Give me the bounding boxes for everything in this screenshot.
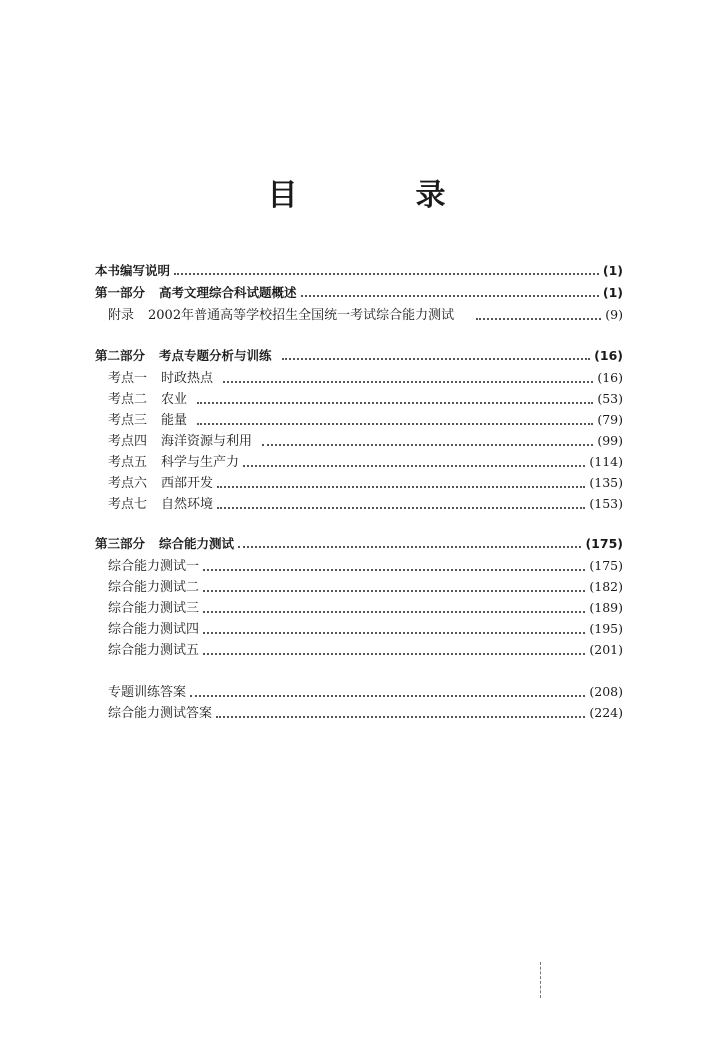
toc-page-number: (9) bbox=[605, 307, 623, 322]
topic-label: 考点七 bbox=[108, 497, 148, 512]
toc-entry-topic[interactable] bbox=[108, 453, 623, 472]
toc-page-number: (195) bbox=[589, 621, 623, 636]
toc-entry-title bbox=[95, 284, 297, 302]
toc-entry-topic[interactable] bbox=[108, 369, 623, 388]
toc-entry-answers[interactable] bbox=[108, 683, 623, 702]
leader-dots bbox=[216, 716, 585, 718]
toc-page-number: (182) bbox=[589, 579, 623, 594]
toc-page-number: (201) bbox=[589, 642, 623, 657]
toc-entry-title: 专题训练答案 bbox=[108, 685, 187, 700]
part-label: 第一部分 bbox=[95, 285, 146, 300]
toc-entry-title: 综合能力测试答案 bbox=[108, 706, 213, 721]
toc-page-number: (53) bbox=[597, 391, 623, 406]
toc-entry-topic[interactable] bbox=[108, 432, 623, 451]
toc-entry-title: 综合能力测试二 bbox=[108, 580, 200, 595]
toc-entry-appendix[interactable] bbox=[108, 306, 623, 325]
topic-label: 考点二 bbox=[108, 392, 148, 407]
toc-entry-title: 综合能力测试四 bbox=[108, 622, 200, 637]
toc-page-number: (153) bbox=[589, 496, 623, 511]
part-label: 第三部分 bbox=[95, 536, 146, 551]
toc-entry-topic[interactable] bbox=[108, 474, 623, 493]
part-title: 高考文理综合科试题概述 bbox=[159, 285, 297, 300]
toc-page-number: (16) bbox=[597, 370, 623, 385]
part-title: 考点专题分析与训练 bbox=[159, 348, 272, 363]
toc-page-number: (1) bbox=[602, 285, 623, 300]
toc-entry-answers[interactable] bbox=[108, 704, 623, 723]
leader-dots bbox=[476, 318, 601, 320]
toc-entry-title bbox=[108, 496, 213, 514]
leader-dots bbox=[174, 273, 599, 275]
toc-entry-title bbox=[108, 433, 252, 451]
toc-entry-title bbox=[108, 391, 187, 409]
toc-entry-title: 综合能力测试一 bbox=[108, 559, 200, 574]
topic-title: 科学与生产力 bbox=[161, 455, 240, 470]
toc-entry-title: 本书编写说明 bbox=[95, 263, 171, 278]
toc-entry-title bbox=[95, 535, 234, 553]
leader-dots bbox=[301, 295, 599, 297]
topic-title: 时政热点 bbox=[161, 371, 214, 386]
toc-page-number: (1) bbox=[602, 263, 623, 278]
leader-dots bbox=[282, 358, 591, 360]
leader-dots bbox=[197, 402, 593, 404]
appendix-label: 附录 bbox=[108, 308, 135, 323]
topic-label: 考点一 bbox=[108, 371, 148, 386]
scan-artifact-line bbox=[540, 962, 542, 998]
part-label: 第二部分 bbox=[95, 348, 146, 363]
toc-entry-topic[interactable] bbox=[108, 495, 623, 514]
toc-entry-test[interactable] bbox=[108, 620, 623, 639]
leader-dots bbox=[197, 423, 593, 425]
leader-dots bbox=[223, 381, 593, 383]
leader-dots bbox=[190, 695, 585, 697]
leader-dots bbox=[203, 590, 585, 592]
toc-entry-test[interactable] bbox=[108, 557, 623, 576]
toc-entry-title bbox=[108, 370, 213, 388]
leader-dots bbox=[203, 653, 585, 655]
topic-title: 西部开发 bbox=[161, 476, 214, 491]
leader-dots bbox=[217, 507, 585, 509]
topic-title: 海洋资源与利用 bbox=[161, 434, 253, 449]
leader-dots bbox=[243, 465, 585, 467]
toc-entry-topic[interactable] bbox=[108, 390, 623, 409]
leader-dots bbox=[203, 632, 585, 634]
toc-page-number: (99) bbox=[597, 433, 623, 448]
toc-entry-part1[interactable] bbox=[95, 284, 623, 302]
toc-page-number: (224) bbox=[589, 705, 623, 720]
leader-dots bbox=[238, 546, 581, 548]
topic-label: 考点五 bbox=[108, 455, 148, 470]
toc-entry-title: 综合能力测试五 bbox=[108, 643, 200, 658]
leader-dots bbox=[203, 611, 585, 613]
toc-page-number: (208) bbox=[589, 684, 623, 699]
topic-title: 自然环境 bbox=[161, 497, 214, 512]
toc-page-number: (135) bbox=[589, 475, 623, 490]
topic-label: 考点三 bbox=[108, 413, 148, 428]
topic-title: 农业 bbox=[161, 392, 188, 407]
toc-page-number: (175) bbox=[585, 536, 623, 551]
leader-dots bbox=[217, 486, 585, 488]
page-title: 目 录 bbox=[267, 178, 490, 213]
toc-page-number: (79) bbox=[597, 412, 623, 427]
toc-entry-part2[interactable] bbox=[95, 347, 623, 365]
toc-entry-test[interactable] bbox=[108, 599, 623, 618]
toc-entry-test[interactable] bbox=[108, 641, 623, 660]
toc-entry-title: 综合能力测试三 bbox=[108, 601, 200, 616]
toc-entry-title bbox=[108, 307, 454, 325]
toc-entry-title bbox=[95, 347, 272, 365]
toc-entry-topic[interactable] bbox=[108, 411, 623, 430]
toc-entry-title bbox=[108, 454, 239, 472]
topic-label: 考点四 bbox=[108, 434, 148, 449]
toc-entry-part3[interactable] bbox=[95, 535, 623, 553]
toc-entry-preface[interactable] bbox=[95, 262, 623, 280]
toc-entry-title bbox=[108, 412, 187, 430]
toc-entry-title bbox=[108, 475, 213, 493]
leader-dots bbox=[262, 444, 593, 446]
topic-title: 能量 bbox=[161, 413, 188, 428]
leader-dots bbox=[203, 569, 585, 571]
toc-page-number: (16) bbox=[594, 348, 623, 363]
toc-page-number: (114) bbox=[589, 454, 623, 469]
toc-page-number: (189) bbox=[589, 600, 623, 615]
part-title: 综合能力测试 bbox=[159, 536, 235, 551]
topic-label: 考点六 bbox=[108, 476, 148, 491]
toc-page-number: (175) bbox=[589, 558, 623, 573]
toc-entry-test[interactable] bbox=[108, 578, 623, 597]
appendix-title: 2002年普通高等学校招生全国统一考试综合能力测试 bbox=[148, 308, 455, 323]
